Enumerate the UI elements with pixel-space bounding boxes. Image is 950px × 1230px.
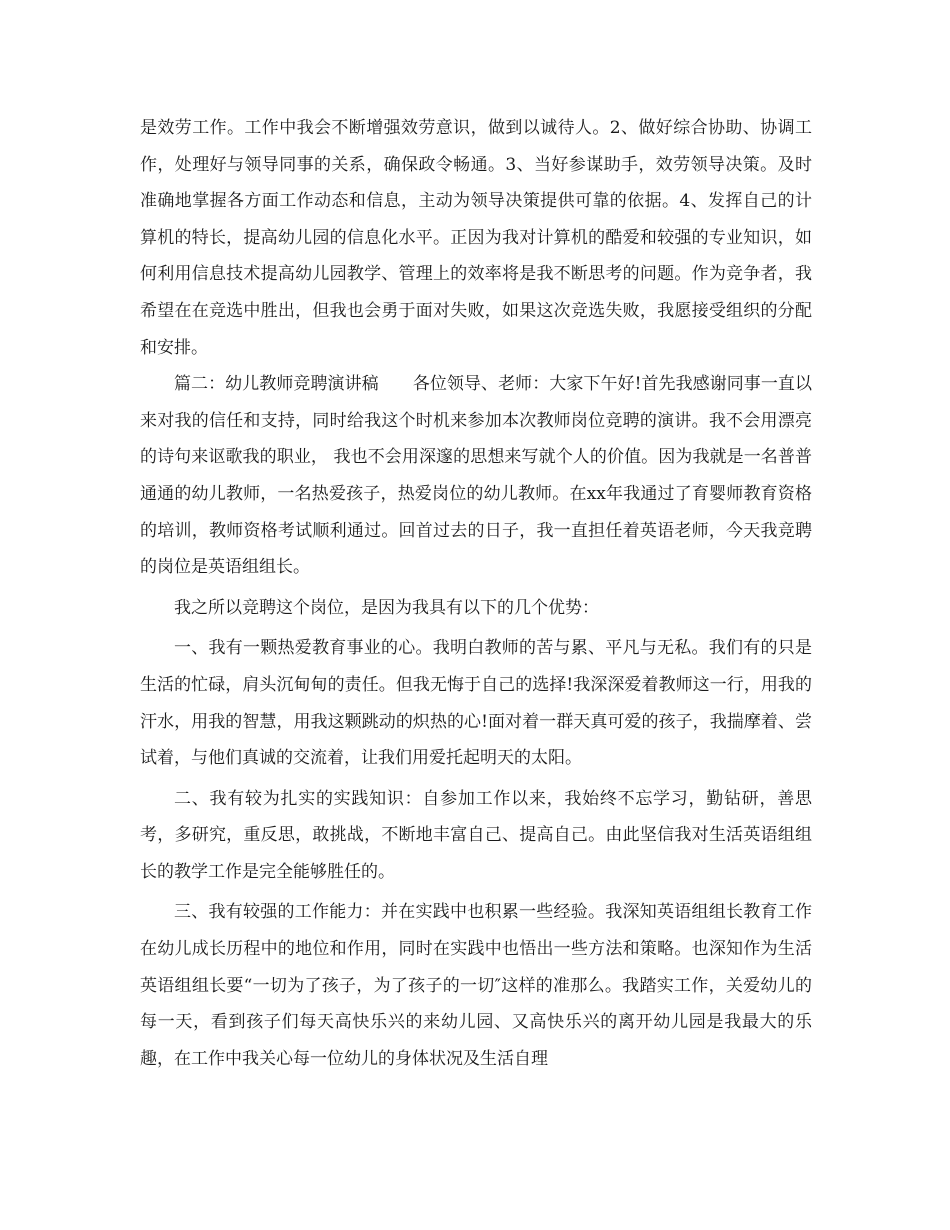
- paragraph-speech-title: 篇二：幼儿教师竞聘演讲稿 各位领导、老师：大家下午好!首先我感谢同事一直以来对我的信任和支持，同时给我这个时机来参加本次教师岗位竞聘的演讲。我不会用漂亮的诗句来讴歌我的职业， 我也不会用深邃的思想来写就个人的价值。因为我就是一名普普通通的幼儿教师，一名热爱孩子，热爱岗位的幼儿教师。在xx年我通过了育婴师教育资格的培训，教师资格考试顺利通过。回首过去的日子，我一直担任着英语老师，今天我竞聘的岗位是英语组组长。: [140, 374, 812, 578]
- document-page: [140, 110, 812, 1077]
- paragraph-continuation: 是效劳工作。工作中我会不断增强效劳意识，做到以诚待人。2、做好综合协助、协调工作，处理好与领导同事的关系，确保政令畅通。3、当好参谋助手，效劳领导决策。及时准确地掌握各方面工作动态和信息，主动为领导决策提供可靠的依据。4、发挥自己的计算机的特长，提高幼儿园的信息化水平。正因为我对计算机的酷爱和较强的专业知识，如何利用信息技术提高幼儿园教学、管理上的效率将是我不断思考的问题。作为竞争者，我希望在在竞选中胜出，但我也会勇于面对失败，如果这次竞选失败，我愿接受组织的分配和安排。: [140, 118, 812, 358]
- paragraph-advantage-one: 一、我有一颗热爱教育事业的心。我明白教师的苦与累、平凡与无私。我们有的只是生活的忙碌，肩头沉甸甸的责任。但我无悔于自己的选择!我深深爱着教师这一行，用我的汗水，用我的智慧，用我这颗跳动的炽热的心!面对着一群天真可爱的孩子，我揣摩着、尝试着，与他们真诚的交流着，让我们用爱托起明天的太阳。: [140, 638, 812, 769]
- paragraph-advantages-intro: 我之所以竞聘这个岗位，是因为我具有以下的几个优势：: [174, 597, 599, 618]
- paragraph-advantage-three: 三、我有较强的工作能力：并在实践中也积累一些经验。我深知英语组组长教育工作在幼儿成长历程中的地位和作用，同时在实践中也悟出一些方法和策略。也深知作为生活英语组组长要“一切为了孩子，为了孩子的一切″这样的准那么。我踏实工作，关爱幼儿的每一天，看到孩子们每天高快乐兴的来幼儿园、又高快乐兴的离开幼儿园是我最大的乐趣，在工作中我关心每一位幼儿的身体状况及生活自理: [140, 902, 812, 1069]
- paragraph-advantage-two: 二、我有较为扎实的实践知识：自参加工作以来，我始终不忘学习，勤钻研，善思考，多研究，重反思，敢挑战，不断地丰富自己、提高自己。由此坚信我对生活英语组组长的教学工作是完全能够胜任的。: [140, 788, 812, 882]
